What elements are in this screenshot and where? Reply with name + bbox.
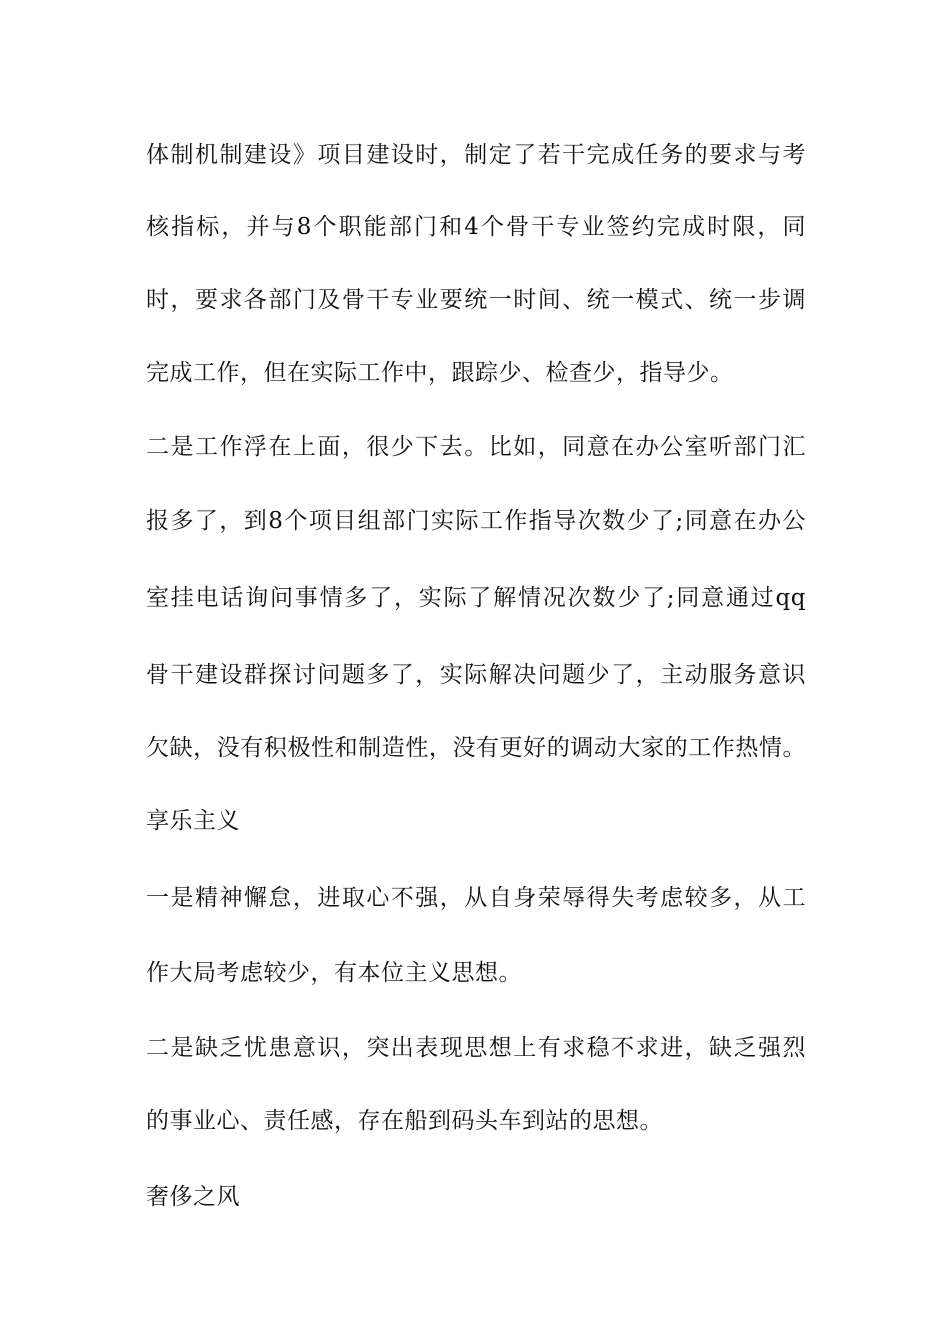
text-line-5: 二是工作浮在上面，很少下去。比如，同意在办公室听部门汇: [146, 434, 806, 460]
text-line-4: 完成工作，但在实际工作中，跟踪少、检查少，指导少。: [146, 360, 734, 386]
section-heading-hedonism: 享乐主义: [146, 808, 240, 834]
text-line-13: 二是缺乏忧患意识，突出表现思想上有求稳不求进，缺乏强烈: [146, 1035, 806, 1061]
text-line-1: 体制机制建设》项目建设时，制定了若干完成任务的要求与考: [146, 142, 806, 168]
text-line-7: 室挂电话询问事情多了，实际了解情况次数少了;同意通过qq: [146, 585, 806, 611]
text-line-14: 的事业心、责任感，存在船到码头车到站的思想。: [146, 1108, 663, 1134]
text-line-12: 作大局考虑较少，有本位主义思想。: [146, 960, 522, 986]
text-line-6: 报多了，到8个项目组部门实际工作指导次数少了;同意在办公: [146, 508, 806, 534]
text-line-8: 骨干建设群探讨问题多了，实际解决问题少了，主动服务意识: [146, 662, 806, 688]
text-line-2: 核指标，并与8个职能部门和4个骨干专业签约完成时限，同: [146, 214, 806, 240]
text-line-3: 时，要求各部门及骨干专业要统一时间、统一模式、统一步调: [146, 287, 806, 313]
section-heading-extravagance: 奢侈之风: [146, 1184, 240, 1210]
text-line-9: 欠缺，没有积极性和制造性，没有更好的调动大家的工作热情。: [146, 735, 806, 761]
text-line-11: 一是精神懈怠，进取心不强，从自身荣辱得失考虑较多，从工: [146, 885, 806, 911]
